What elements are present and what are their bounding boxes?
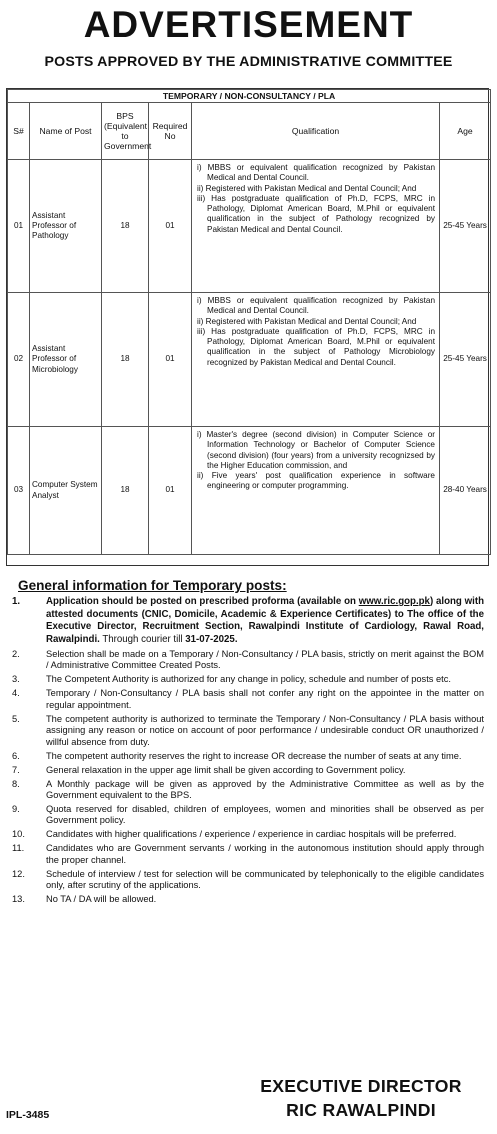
item-text: Candidates with higher qualifications / experience / experience in cardiac hospitals will be preferred. <box>46 829 457 840</box>
col-header-sno: S# <box>8 103 30 160</box>
table-category: TEMPORARY / NON-CONSULTANCY / PLA <box>8 90 491 103</box>
item-text: ) along with attested documents (CNIC, Domicile, Academic & Experience Certificates) to The office of the Executive Director, Recruitment Section, Rawalpindi Institute of Cardiology, Rawal Road, Rawalpindi. <box>46 596 485 645</box>
table-row <box>8 427 491 555</box>
item-number: 7. <box>12 764 20 775</box>
item-text: General relaxation in the upper age limit shall be given according to Government policy. <box>46 764 406 775</box>
col-header-qualification: Qualification <box>192 103 440 160</box>
item-number: 11. <box>12 843 25 854</box>
item-text: Schedule of interview / test for selection will be communicated by telephonically to the eligible candidates only, after scrutiny of the applications. <box>46 868 484 891</box>
list-item <box>10 765 484 776</box>
item-text: Candidates who are Government servants / working in the autonomous institution should apply through the proper channel. <box>46 843 484 865</box>
qualification-item: iii) Has postgraduate qualification of Ph.D, FCPS, MRC in Pathology, Diplomat American Board, M.Phil or equivalent qualification in the subject of Pathology Microbiology recognized by Pakistan Medical and Dental Council. <box>197 326 435 367</box>
qualification-item: iii) Has postgraduate qualification of Ph.D, FCPS, MRC in Pathology, Diplomat American Board, M.Phil or equivalent qualification in the subject of Pathology recognized by Pakistan Medical and Dental Council. <box>197 193 435 234</box>
list-item <box>10 869 484 892</box>
item-text: The competent authority reserves the right to increase OR decrease the number of seats at any time. <box>46 750 462 761</box>
row-required: 01 <box>149 427 192 555</box>
item-text: No TA / DA will be allowed. <box>46 894 157 905</box>
row-qualification <box>192 427 440 555</box>
list-item <box>10 829 484 840</box>
item-number: 9. <box>12 804 20 814</box>
reference-number: IPL-3485 <box>6 1109 50 1121</box>
item-text: Application should be posted on prescribed proforma (available on <box>46 596 359 607</box>
general-info-heading: General information for Temporary posts: <box>18 578 287 593</box>
col-header-required: Required No <box>149 103 192 160</box>
qualification-item: ii) Registered with Pakistan Medical and Dental Council; And <box>197 183 417 193</box>
list-item <box>10 779 484 802</box>
row-required: 01 <box>149 160 192 293</box>
item-number: 13. <box>12 894 25 905</box>
list-item <box>10 596 484 646</box>
row-qualification <box>192 293 440 427</box>
item-number: 2. <box>12 648 20 659</box>
row-sno: 01 <box>8 160 30 293</box>
row-bps: 18 <box>102 427 149 555</box>
list-item <box>10 751 484 762</box>
row-post-name: Computer System Analyst <box>30 427 102 555</box>
item-text: Selection shall be made on a Temporary / Non-Consultancy / PLA basis, strictly on merit against the BOM / Administrative Committee Created Posts. <box>46 648 484 671</box>
item-text: A Monthly package will be given as approved by the Administrative Committee as well as by the Government equivalent to the BPS. <box>46 778 484 800</box>
row-age: 28-40 Years <box>440 427 491 555</box>
col-header-bps: BPS (Equivalent to Government <box>102 103 149 160</box>
qualification-item: ii) Five years' post qualification experience in software engineering or computer programming. <box>197 471 435 491</box>
qualification-item: i) MBBS or equivalent qualification recognized by Pakistan Medical and Dental Council. <box>197 296 435 316</box>
list-item <box>10 649 484 672</box>
item-number: 1. <box>12 596 21 607</box>
row-age: 25-45 Years <box>440 160 491 293</box>
row-post-name: Assistant Professor of Microbiology <box>30 293 102 427</box>
item-text: Quota reserved for disabled, children of employees, women and minorities shall be observed as per Government policy. <box>46 804 484 826</box>
qualification-item: i) MBBS or equivalent qualification recognized by Pakistan Medical and Dental Council. <box>197 163 435 183</box>
list-item <box>10 804 484 827</box>
item-number: 8. <box>12 778 20 789</box>
row-bps: 18 <box>102 293 149 427</box>
item-number: 10. <box>12 829 25 840</box>
col-header-name: Name of Post <box>30 103 102 160</box>
qualification-item: i) Master's degree (second division) in Computer Science or Information Technology or Bachelor of Computer Science (second division) (four years) from a university recognizsed by the Higher Education commission, and <box>197 430 435 470</box>
list-item <box>10 894 484 905</box>
item-text: Temporary / Non-Consultancy / PLA basis shall not confer any right on the appointee in the matter on regular appointment. <box>46 688 484 710</box>
posts-table <box>6 88 489 566</box>
list-item <box>10 674 484 685</box>
list-item <box>10 714 484 748</box>
qualification-item: ii) Registered with Pakistan Medical and Dental Council; And <box>197 316 417 326</box>
signature-title: EXECUTIVE DIRECTOR <box>260 1076 462 1096</box>
col-header-age: Age <box>440 103 491 160</box>
row-bps: 18 <box>102 160 149 293</box>
item-text: The Competent Authority is authorized for any change in policy, schedule and number of posts etc. <box>46 674 451 685</box>
item-text: Through courier till <box>99 633 186 645</box>
item-number: 5. <box>12 713 20 724</box>
advertisement-subtitle: POSTS APPROVED BY THE ADMINISTRATIVE COMMITTEE <box>44 54 453 70</box>
row-age: 25-45 Years <box>440 293 491 427</box>
general-info-list <box>10 596 484 908</box>
item-text: The competent authority is authorized to terminate the Temporary / Non-Consultancy / PLA basis without assigning any reason or notice on account of poor performance / undesirable conduct OR unauthorized / willful absence from duty. <box>46 713 484 747</box>
list-item <box>10 688 484 711</box>
row-sno: 03 <box>8 427 30 555</box>
item-number: 12. <box>12 868 25 879</box>
row-required: 01 <box>149 293 192 427</box>
row-post-name: Assistant Professor of Pathology <box>30 160 102 293</box>
item-number: 4. <box>12 688 20 699</box>
table-row <box>8 293 491 427</box>
advertisement-title: ADVERTISEMENT <box>83 4 414 45</box>
table-row <box>8 160 491 293</box>
row-qualification <box>192 160 440 293</box>
item-number: 6. <box>12 750 20 761</box>
website-link[interactable]: www.ric.gop.pk <box>358 596 430 607</box>
list-item <box>10 843 484 866</box>
item-number: 3. <box>12 674 20 685</box>
deadline-date: 31-07-2025. <box>185 633 238 645</box>
row-sno: 02 <box>8 293 30 427</box>
signature-org: RIC RAWALPINDI <box>286 1100 436 1120</box>
